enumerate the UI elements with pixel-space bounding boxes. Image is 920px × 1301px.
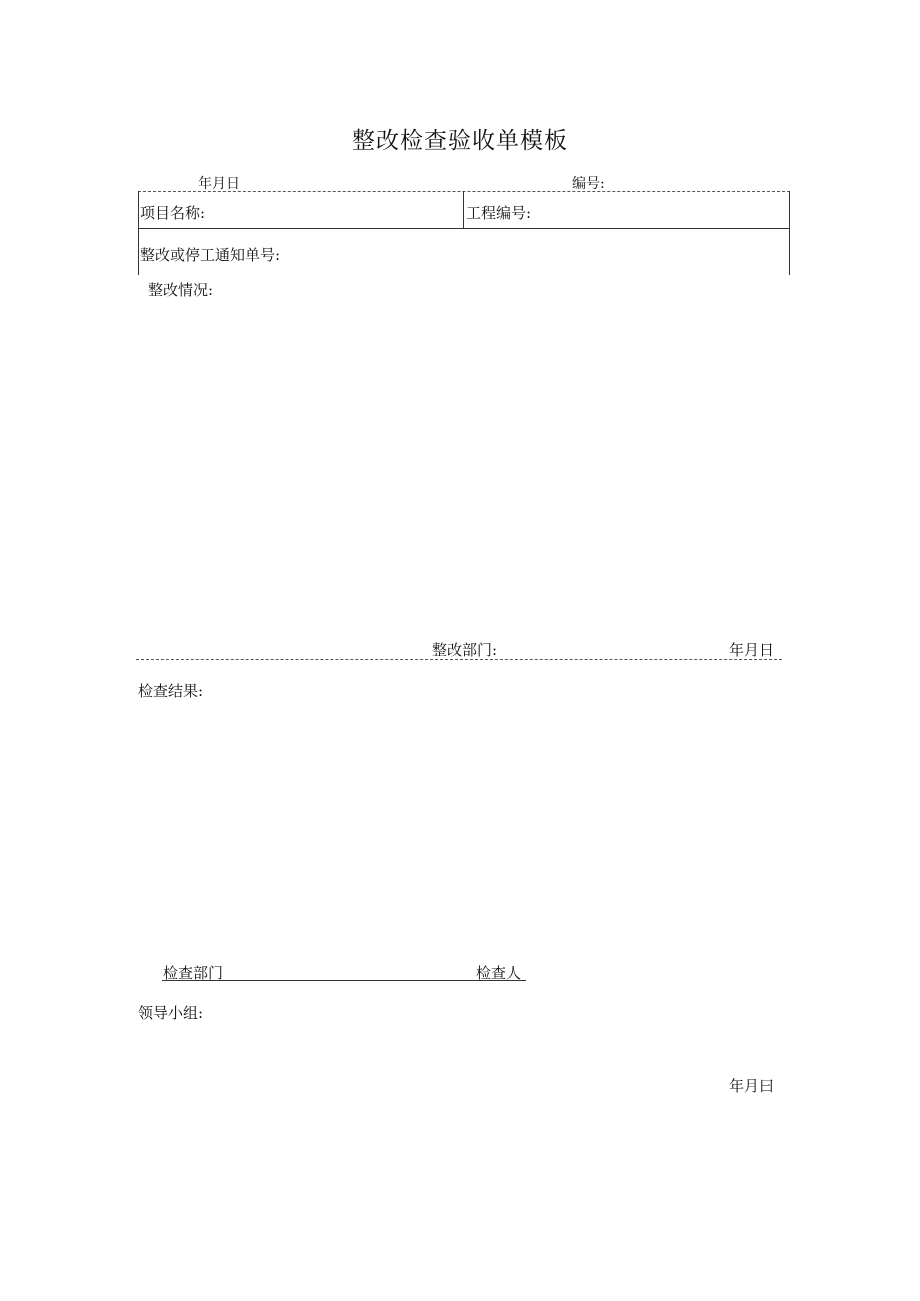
project-name-field[interactable]: 项目名称: <box>140 204 206 222</box>
inspection-signature-line <box>162 980 526 981</box>
leadership-group-label: 领导小组: <box>138 1004 204 1022</box>
table-top-border <box>138 191 790 192</box>
inspection-department-label: 检查部门 <box>163 964 224 982</box>
rectification-date-label: 年月日 <box>729 641 775 659</box>
table-right-border <box>789 191 790 275</box>
rectification-situation-label: 整改情况: <box>148 281 214 299</box>
table-left-border <box>138 191 139 275</box>
table-middle-divider <box>463 191 464 229</box>
project-number-field[interactable]: 工程编号: <box>466 204 532 222</box>
header-number-label: 编号: <box>572 176 605 192</box>
info-table <box>138 191 790 275</box>
leadership-date-label: 年月曰 <box>729 1077 775 1095</box>
table-row-divider <box>138 228 790 229</box>
document-title: 整改检查验收单模板 <box>352 128 568 154</box>
notice-number-field[interactable]: 整改或停工通知单号: <box>140 246 281 264</box>
inspection-result-label: 检查结果: <box>138 682 204 700</box>
rectification-divider <box>136 659 782 660</box>
inspector-label: 检查人 <box>476 964 522 982</box>
rectification-department-label: 整改部门: <box>432 641 498 659</box>
header-date-label: 年月日 <box>198 176 240 192</box>
